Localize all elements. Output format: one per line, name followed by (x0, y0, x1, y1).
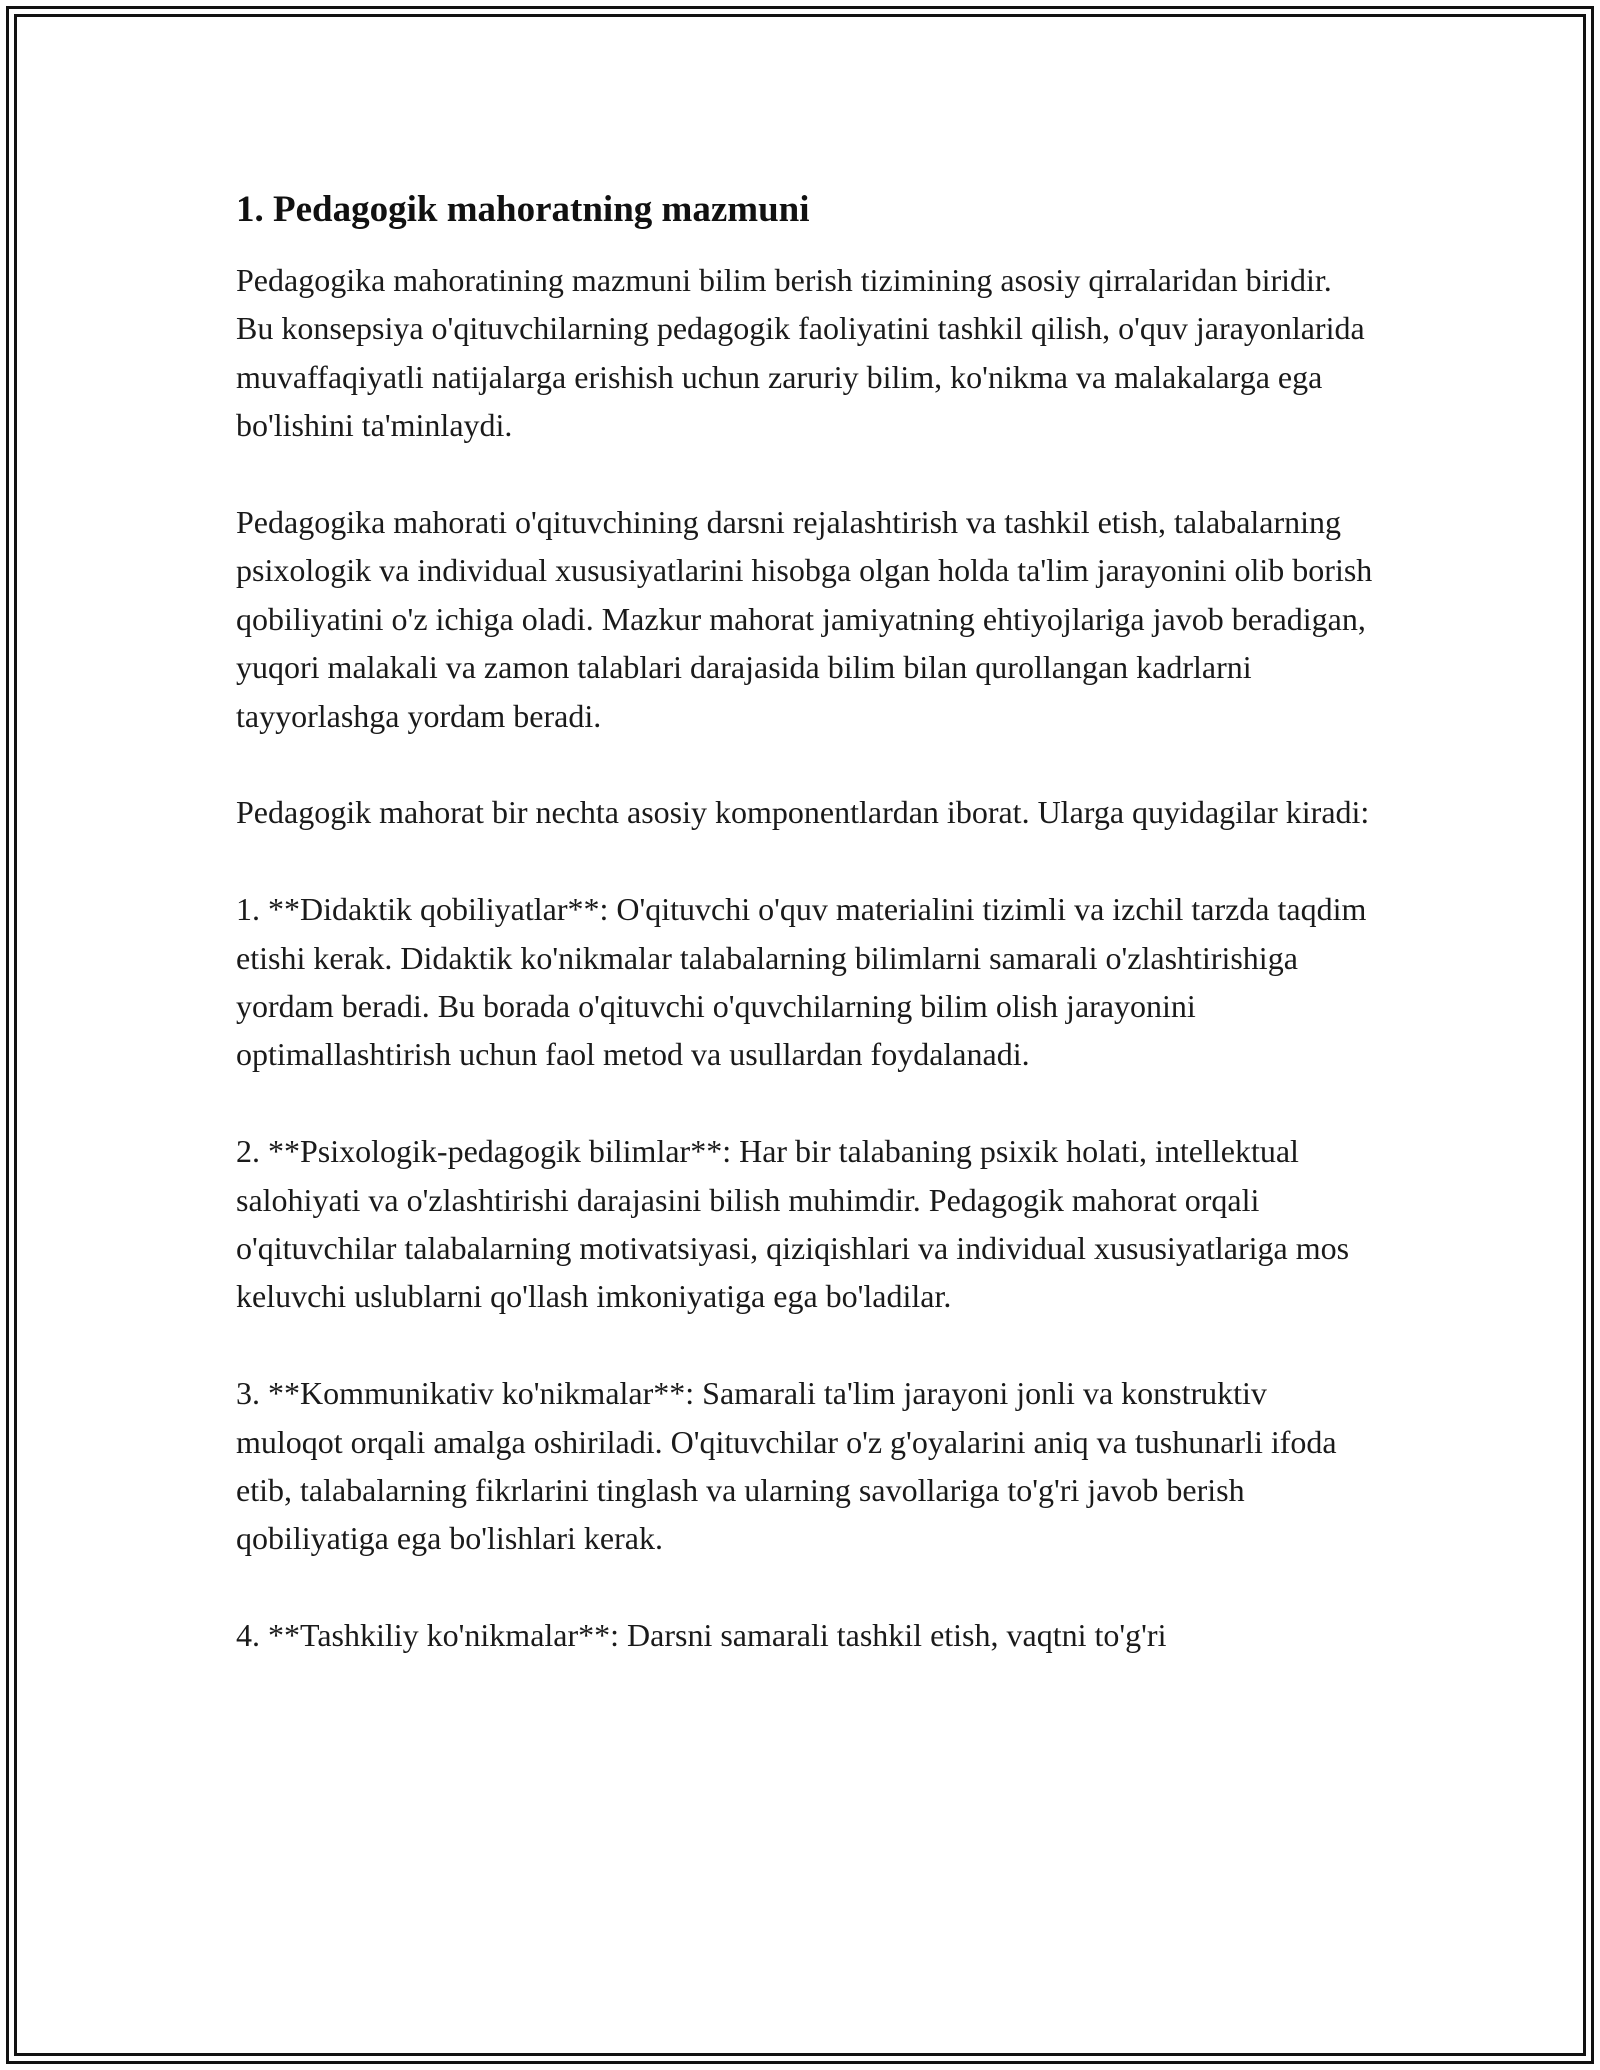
document-body (236, 186, 1376, 1660)
list-item-organizational: 4. **Tashkiliy ko'nikmalar**: Darsni samarali tashkil etish, vaqtni to'g'ri (236, 1617, 1167, 1654)
section-heading: 1. Pedagogik mahoratning mazmuni (236, 189, 810, 230)
list-item-communicative: 3. **Kommunikativ ko'nikmalar**: Samarali ta'lim jarayoni jonli va konstruktiv muloqot orqali amalga oshiriladi. O'qituvchilar o'z g'oyalarini aniq va tushunarli ifoda etib, talabalarning fikrlarini tinglash va ularning savollariga to'g'ri javob berish qobiliyatiga ega bo'lishlari kerak. (236, 1375, 1337, 1557)
paragraph-skills: Pedagogika mahorati o'qituvchining darsni rejalashtirish va tashkil etish, talabalarning psixologik va individual xususiyatlarini hisobga olgan holda ta'lim jarayonini olib borish qobiliyatini o'z ichiga oladi. Mazkur mahorat jamiyatning ehtiyojlariga javob beradigan, yuqori malakali va zamon talablari darajasida bilim bilan qurollangan kadrlarni tayyorlashga yordam beradi. (236, 504, 1373, 734)
paragraph-intro: Pedagogika mahoratining mazmuni bilim berish tizimining asosiy qirralaridan biridir. Bu konsepsiya o'qituvchilarning pedagogik faoliyatini tashkil qilish, o'quv jarayonlarida muvaffaqiyatli natijalarga erishish uchun zaruriy bilim, ko'nikma va malakalarga ega bo'lishini ta'minlaydi. (236, 262, 1365, 444)
list-item-psychological: 2. **Psixologik-pedagogik bilimlar**: Har bir talabaning psixik holati, intellektual salohiyati va o'zlashtirishi darajasini bilish muhimdir. Pedagogik mahorat orqali o'qituvchilar talabalarning motivatsiyasi, qiziqishlari va individual xususiyatlariga mos keluvchi uslublarni qo'llash imkoniyatiga ega bo'ladilar. (236, 1133, 1350, 1315)
paragraph-components-intro: Pedagogik mahorat bir nechta asosiy komponentlardan iborat. Ularga quyidagilar kiradi: (236, 794, 1370, 831)
list-item-didactic: 1. **Didaktik qobiliyatlar**: O'qituvchi o'quv materialini tizimli va izchil tarzda taqdim etishi kerak. Didaktik ko'nikmalar talabalarning bilimlarni samarali o'zlashtirishiga yordam beradi. Bu borada o'qituvchi o'quvchilarning bilim olish jarayonini optimallashtirish uchun faol metod va usullardan foydalanadi. (236, 891, 1367, 1073)
